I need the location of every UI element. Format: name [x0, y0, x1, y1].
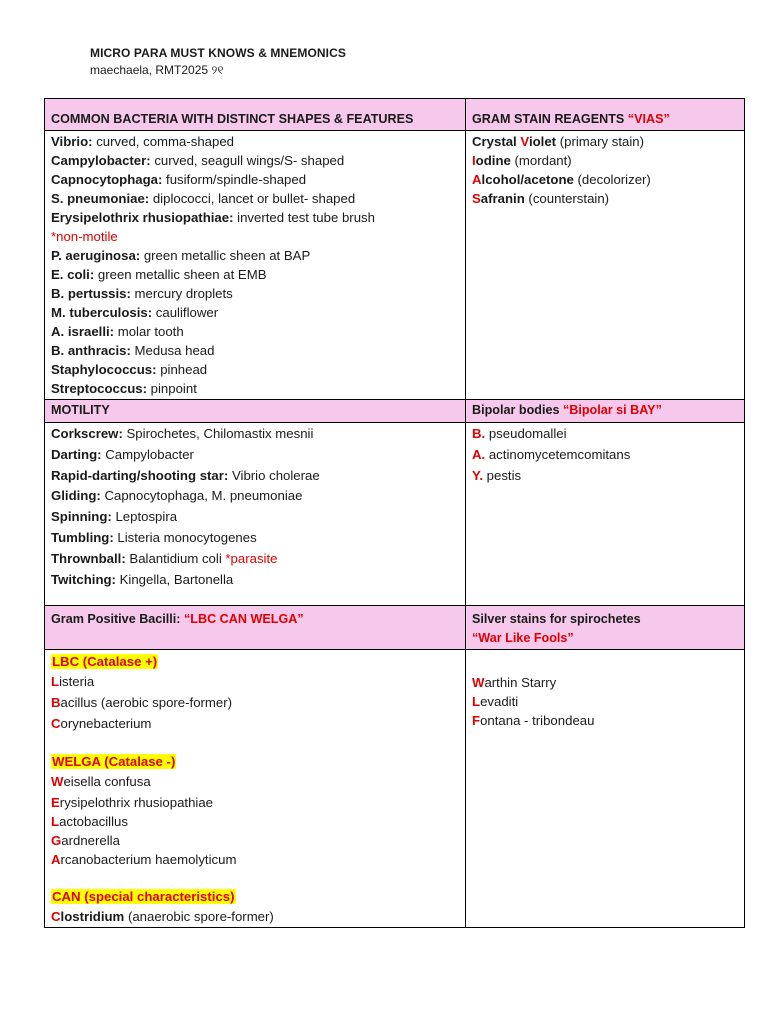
- gram-positive-body-row: [45, 650, 745, 928]
- war-like-fools-mnemonic: “War Like Fools”: [472, 631, 574, 645]
- bipolar-list: [466, 423, 745, 606]
- list-item: Campylobacter: curved, seagull wings/S- shaped: [51, 153, 345, 168]
- list-item: Vibrio: curved, comma-shaped: [51, 134, 234, 149]
- spacer: [51, 734, 459, 751]
- shapes-header-row: [45, 99, 745, 131]
- list-item: Tumbling: Listeria monocytogenes: [51, 529, 257, 545]
- non-motile-note: *non-motile: [51, 229, 118, 244]
- list-item: Weisella confusa: [51, 774, 151, 790]
- list-item: Spinning: Leptospira: [51, 509, 178, 525]
- list-item: B. anthracis: Medusa head: [51, 343, 215, 358]
- lbc-can-welga-mnemonic: “LBC CAN WELGA”: [184, 612, 304, 626]
- can-title: CAN (special characteristics): [52, 889, 235, 905]
- lbc-title: LBC (Catalase +): [52, 654, 158, 669]
- gram-positive-header: Gram Positive Bacilli: “LBC CAN WELGA”: [45, 606, 466, 650]
- motility-list: [45, 423, 466, 606]
- list-item: Corynebacterium: [51, 715, 152, 731]
- list-item: A. actinomycetemcomitans: [472, 446, 631, 462]
- list-item: A. israelli: molar tooth: [51, 324, 184, 339]
- gram-positive-header-row: [45, 606, 745, 650]
- spacer: [51, 869, 459, 886]
- document-header: [90, 46, 346, 78]
- shapes-body-row: [45, 131, 745, 400]
- list-item: B. pertussis: mercury droplets: [51, 286, 233, 301]
- list-item: Thrownball: Balantidium coli *parasite: [51, 550, 278, 566]
- list-item: Clostridium (anaerobic spore-former): [51, 909, 274, 925]
- spacer: [472, 651, 738, 673]
- list-item: Streptococcus: pinpoint: [51, 381, 197, 396]
- list-item: Gliding: Capnocytophaga, M. pneumoniae: [51, 488, 303, 504]
- gram-stain-list: [466, 131, 745, 400]
- document-author: maechaela, RMT2025 ୨୧: [90, 63, 224, 77]
- silver-header: Silver stains for spirochetes “War Like Fools”: [466, 606, 745, 650]
- list-item: Arcanobacterium haemolyticum: [51, 852, 237, 868]
- vias-mnemonic: “VIAS”: [627, 112, 670, 126]
- list-item: Y. pestis: [472, 467, 522, 483]
- list-item: P. aeruginosa: green metallic sheen at BAP: [51, 248, 311, 263]
- shapes-header: COMMON BACTERIA WITH DISTINCT SHAPES & FEATURES: [45, 99, 466, 131]
- list-item: Corkscrew: Spirochetes, Chilomastix mesnii: [51, 426, 314, 441]
- list-item: S. pneumoniae: diplococci, lancet or bullet- shaped: [51, 191, 356, 206]
- list-item: Safranin (counterstain): [472, 191, 610, 206]
- list-item: B. pseudomallei: [472, 426, 567, 441]
- parasite-note: *parasite: [225, 550, 278, 566]
- list-item: Warthin Starry: [472, 675, 557, 690]
- list-item: M. tuberculosis: cauliflower: [51, 305, 219, 320]
- bay-mnemonic: “Bipolar si BAY”: [562, 403, 662, 417]
- list-item: Capnocytophaga: fusiform/spindle-shaped: [51, 172, 307, 187]
- motility-body-row: [45, 423, 745, 606]
- list-item: Alcohol/acetone (decolorizer): [472, 172, 651, 187]
- list-item: Gardnerella: [51, 833, 120, 849]
- gram-positive-list: [45, 650, 466, 928]
- shapes-list: [45, 131, 466, 400]
- motility-header-row: [45, 400, 745, 423]
- bipolar-header: Bipolar bodies “Bipolar si BAY”: [466, 400, 745, 423]
- document-title: MICRO PARA MUST KNOWS & MNEMONICS: [90, 46, 346, 60]
- list-item: Crystal Violet (primary stain): [472, 134, 644, 149]
- list-item: Twitching: Kingella, Bartonella: [51, 571, 234, 587]
- list-item: Erysipelothrix rhusiopathiae: inverted test tube brush: [51, 210, 375, 225]
- list-item: Fontana - tribondeau: [472, 713, 595, 728]
- welga-title: WELGA (Catalase -): [52, 754, 176, 770]
- list-item: Lactobacillus: [51, 814, 128, 830]
- notes-table: [44, 98, 745, 928]
- list-item: Staphylococcus: pinhead: [51, 362, 208, 377]
- motility-header: MOTILITY: [45, 400, 466, 423]
- list-item: Levaditi: [472, 694, 519, 709]
- list-item: Iodine (mordant): [472, 153, 572, 168]
- list-item: E. coli: green metallic sheen at EMB: [51, 267, 267, 282]
- list-item: Listeria: [51, 674, 95, 689]
- list-item: Darting: Campylobacter: [51, 446, 194, 462]
- silver-list: [466, 650, 745, 928]
- list-item: Rapid-darting/shooting star: Vibrio cholerae: [51, 467, 320, 483]
- gram-stain-header: GRAM STAIN REAGENTS “VIAS”: [466, 99, 745, 131]
- list-item: Erysipelothrix rhusiopathiae: [51, 795, 213, 811]
- list-item: Bacillus (aerobic spore-former): [51, 694, 233, 710]
